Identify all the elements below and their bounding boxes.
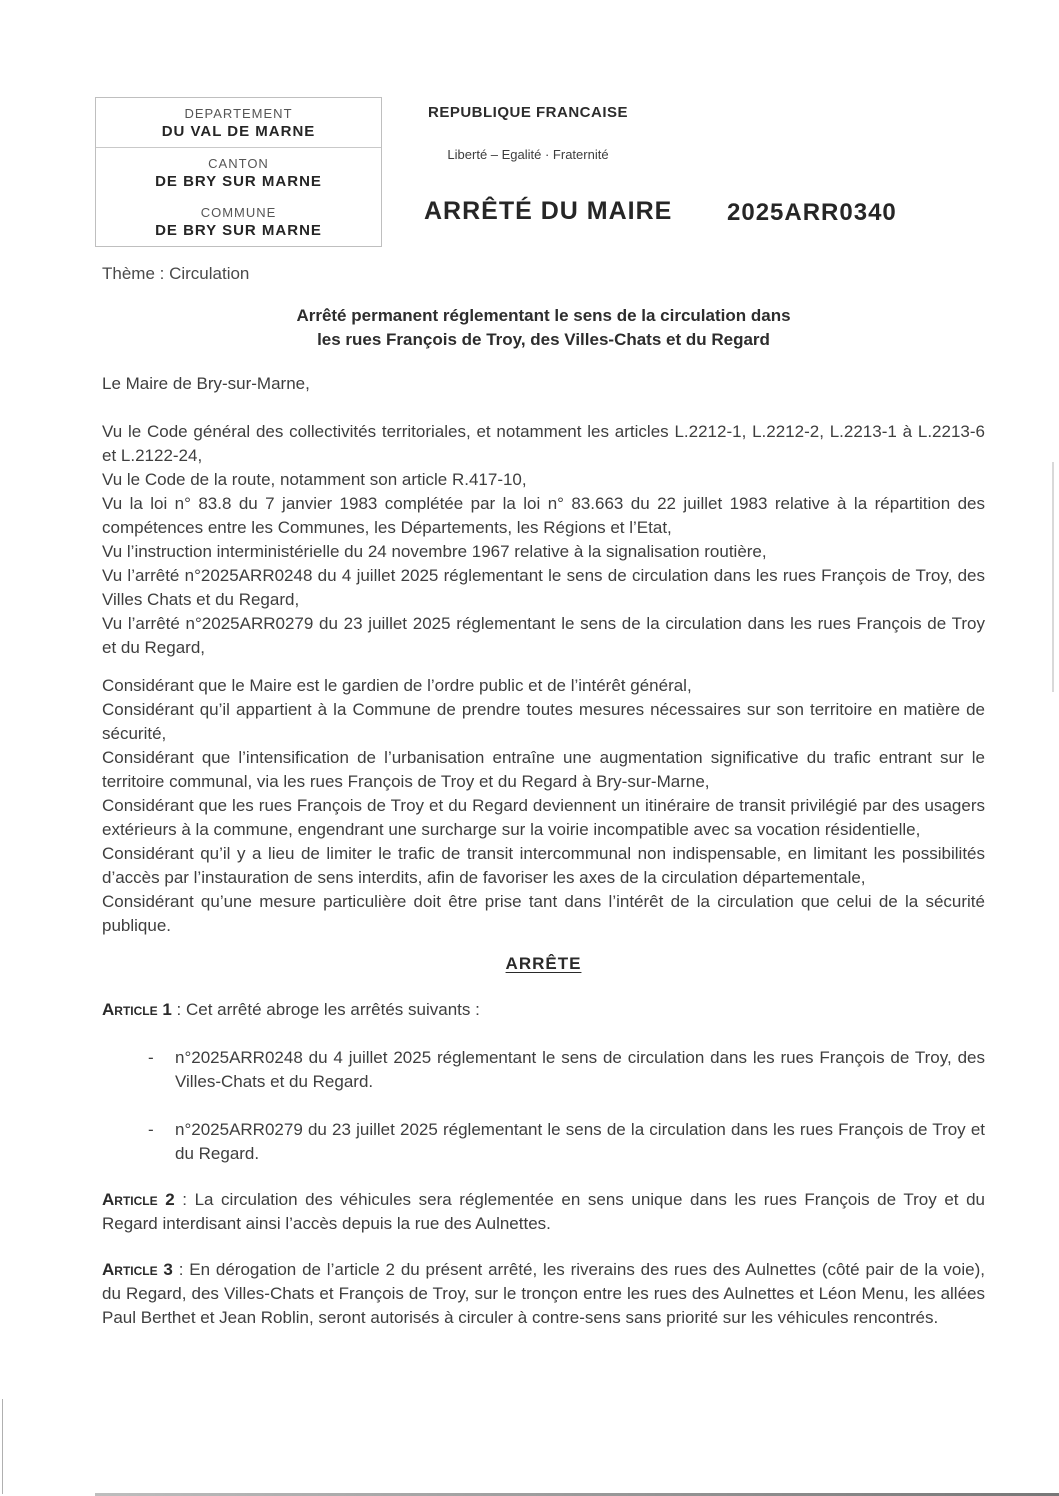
document-body	[102, 262, 985, 1352]
document-number: 2025ARR0340	[727, 199, 897, 226]
bullet-marker: -	[148, 1120, 154, 1139]
article-2-label: Article 2	[102, 1190, 175, 1209]
visa-paragraph: Vu le Code de la route, notamment son article R.417-10,	[102, 470, 527, 489]
republic-motto: Liberté – Egalité · Fraternité	[447, 147, 609, 162]
salutation: Le Maire de Bry-sur-Marne,	[102, 374, 310, 393]
visa-paragraph: Vu la loi n° 83.8 du 7 janvier 1983 complétée par la loi n° 83.663 du 22 juillet 1983 relative à la répartition des compétences entre les Communes, les Départements, les Régions et l’Etat,	[102, 494, 985, 537]
visa-paragraph: Vu l’arrêté n°2025ARR0279 du 23 juillet 2025 réglementant le sens de la circulation dans les rues François de Troy et du Regard,	[102, 614, 985, 657]
article-2-paragraph	[102, 1188, 985, 1236]
departement-label: DEPARTEMENT	[184, 105, 293, 121]
considerant-paragraph: Considérant qu’une mesure particulière doit être prise tant dans l’intérêt de la circulation que celui de la sécurité publique.	[102, 892, 985, 935]
departement-value: DU VAL DE MARNE	[161, 122, 316, 140]
article-3-paragraph	[102, 1258, 985, 1330]
visa-paragraph: Vu le Code général des collectivités territoriales, et notamment les articles L.2212-1, L.2212-2, L.2213-1 à L.2213-6 et L.2122-24,	[102, 422, 985, 465]
considerant-paragraph: Considérant qu’il y a lieu de limiter le trafic de transit intercommunal non indispensable, en limitant les possibilités d’accès par l’instauration de sens interdits, afin de favoriser les axes de la circulation départementale,	[102, 844, 985, 887]
article-3-separator: :	[172, 1260, 190, 1279]
bullet-text: n°2025ARR0248 du 4 juillet 2025 réglementant le sens de circulation dans les rues François de Troy, des Villes-Chats et du Regard.	[175, 1048, 985, 1091]
document-title: ARRÊTÉ DU MAIRE	[424, 197, 673, 225]
republic-title: REPUBLIQUE FRANCAISE	[427, 104, 628, 121]
subject-title	[102, 304, 985, 352]
bullet-text: n°2025ARR0279 du 23 juillet 2025 réglementant le sens de la circulation dans les rues François de Troy et du Regard.	[175, 1120, 985, 1163]
visa-paragraph: Vu l’instruction interministérielle du 24 novembre 1967 relative à la signalisation routière,	[102, 542, 767, 561]
subject-title-line1: Arrêté permanent réglementant le sens de la circulation dans	[296, 306, 791, 325]
theme-line: Thème : Circulation	[102, 264, 250, 283]
considerant-paragraph: Considérant qu’il appartient à la Commune de prendre toutes mesures nécessaires sur son territoire en matière de sécurité,	[102, 700, 985, 743]
administrative-divisions-box	[95, 97, 382, 247]
list-item	[102, 1046, 985, 1094]
article-1	[102, 998, 985, 1166]
article-3-label: Article 3	[102, 1260, 173, 1279]
commune-value: DE BRY SUR MARNE	[155, 221, 322, 239]
considerants-section	[102, 674, 985, 938]
visas-section	[102, 420, 985, 660]
considerant-paragraph: Considérant que l’intensification de l’urbanisation entraîne une augmentation significative du trafic entrant sur le territoire communal, via les rues François de Troy et du Regard à Bry-sur-Marne,	[102, 748, 985, 791]
list-item	[102, 1118, 985, 1166]
arrete-heading	[102, 952, 985, 976]
scan-artifact-left-edge	[2, 1399, 3, 1494]
article-1-text: Cet arrêté abroge les arrêtés suivants :	[185, 1000, 480, 1019]
article-1-separator: :	[171, 1000, 186, 1019]
box-row-departement	[96, 98, 381, 148]
visa-paragraph: Vu l’arrêté n°2025ARR0248 du 4 juillet 2025 réglementant le sens de circulation dans les rues François de Troy, des Villes Chats et du Regard,	[102, 566, 985, 609]
considerant-paragraph: Considérant que les rues François de Troy et du Regard deviennent un itinéraire de transit privilégié par des usagers extérieurs à la commune, engendrant une surcharge sur la voirie incompatible avec sa vocation résidentielle,	[102, 796, 985, 839]
subject-title-line2: les rues François de Troy, des Villes-Chats et du Regard	[317, 330, 770, 349]
bullet-marker: -	[148, 1048, 154, 1067]
commune-label: COMMUNE	[200, 204, 277, 220]
article-2	[102, 1188, 985, 1236]
article-3	[102, 1258, 985, 1330]
arrete-heading-text: ARRÊTE	[505, 954, 582, 973]
scan-artifact-right-edge	[1052, 462, 1054, 692]
article-1-label: Article 1	[102, 1000, 172, 1019]
box-row-canton	[96, 148, 381, 197]
article-3-text: En dérogation de l’article 2 du présent arrêté, les riverains des rues des Aulnettes (côté pair de la voie), du Regard, des Villes-Chats et François de Troy, sur le tronçon entre les rues des Aulnettes et Léon Menu, les allées Paul Berthet et Jean Roblin, seront autorisés à circuler à contre-sens sans priorité sur les véhicules rencontrés.	[102, 1260, 985, 1327]
article-2-text: La circulation des véhicules sera réglementée en sens unique dans les rues François de Troy et du Regard interdisant ainsi l’accès depuis la rue des Aulnettes.	[102, 1190, 985, 1233]
canton-label: CANTON	[208, 155, 269, 171]
article-2-separator: :	[174, 1190, 195, 1209]
article-1-paragraph	[102, 998, 985, 1022]
canton-value: DE BRY SUR MARNE	[155, 172, 322, 190]
considerant-paragraph: Considérant que le Maire est le gardien de l’ordre public et de l’intérêt général,	[102, 676, 692, 695]
box-row-commune	[96, 197, 381, 246]
